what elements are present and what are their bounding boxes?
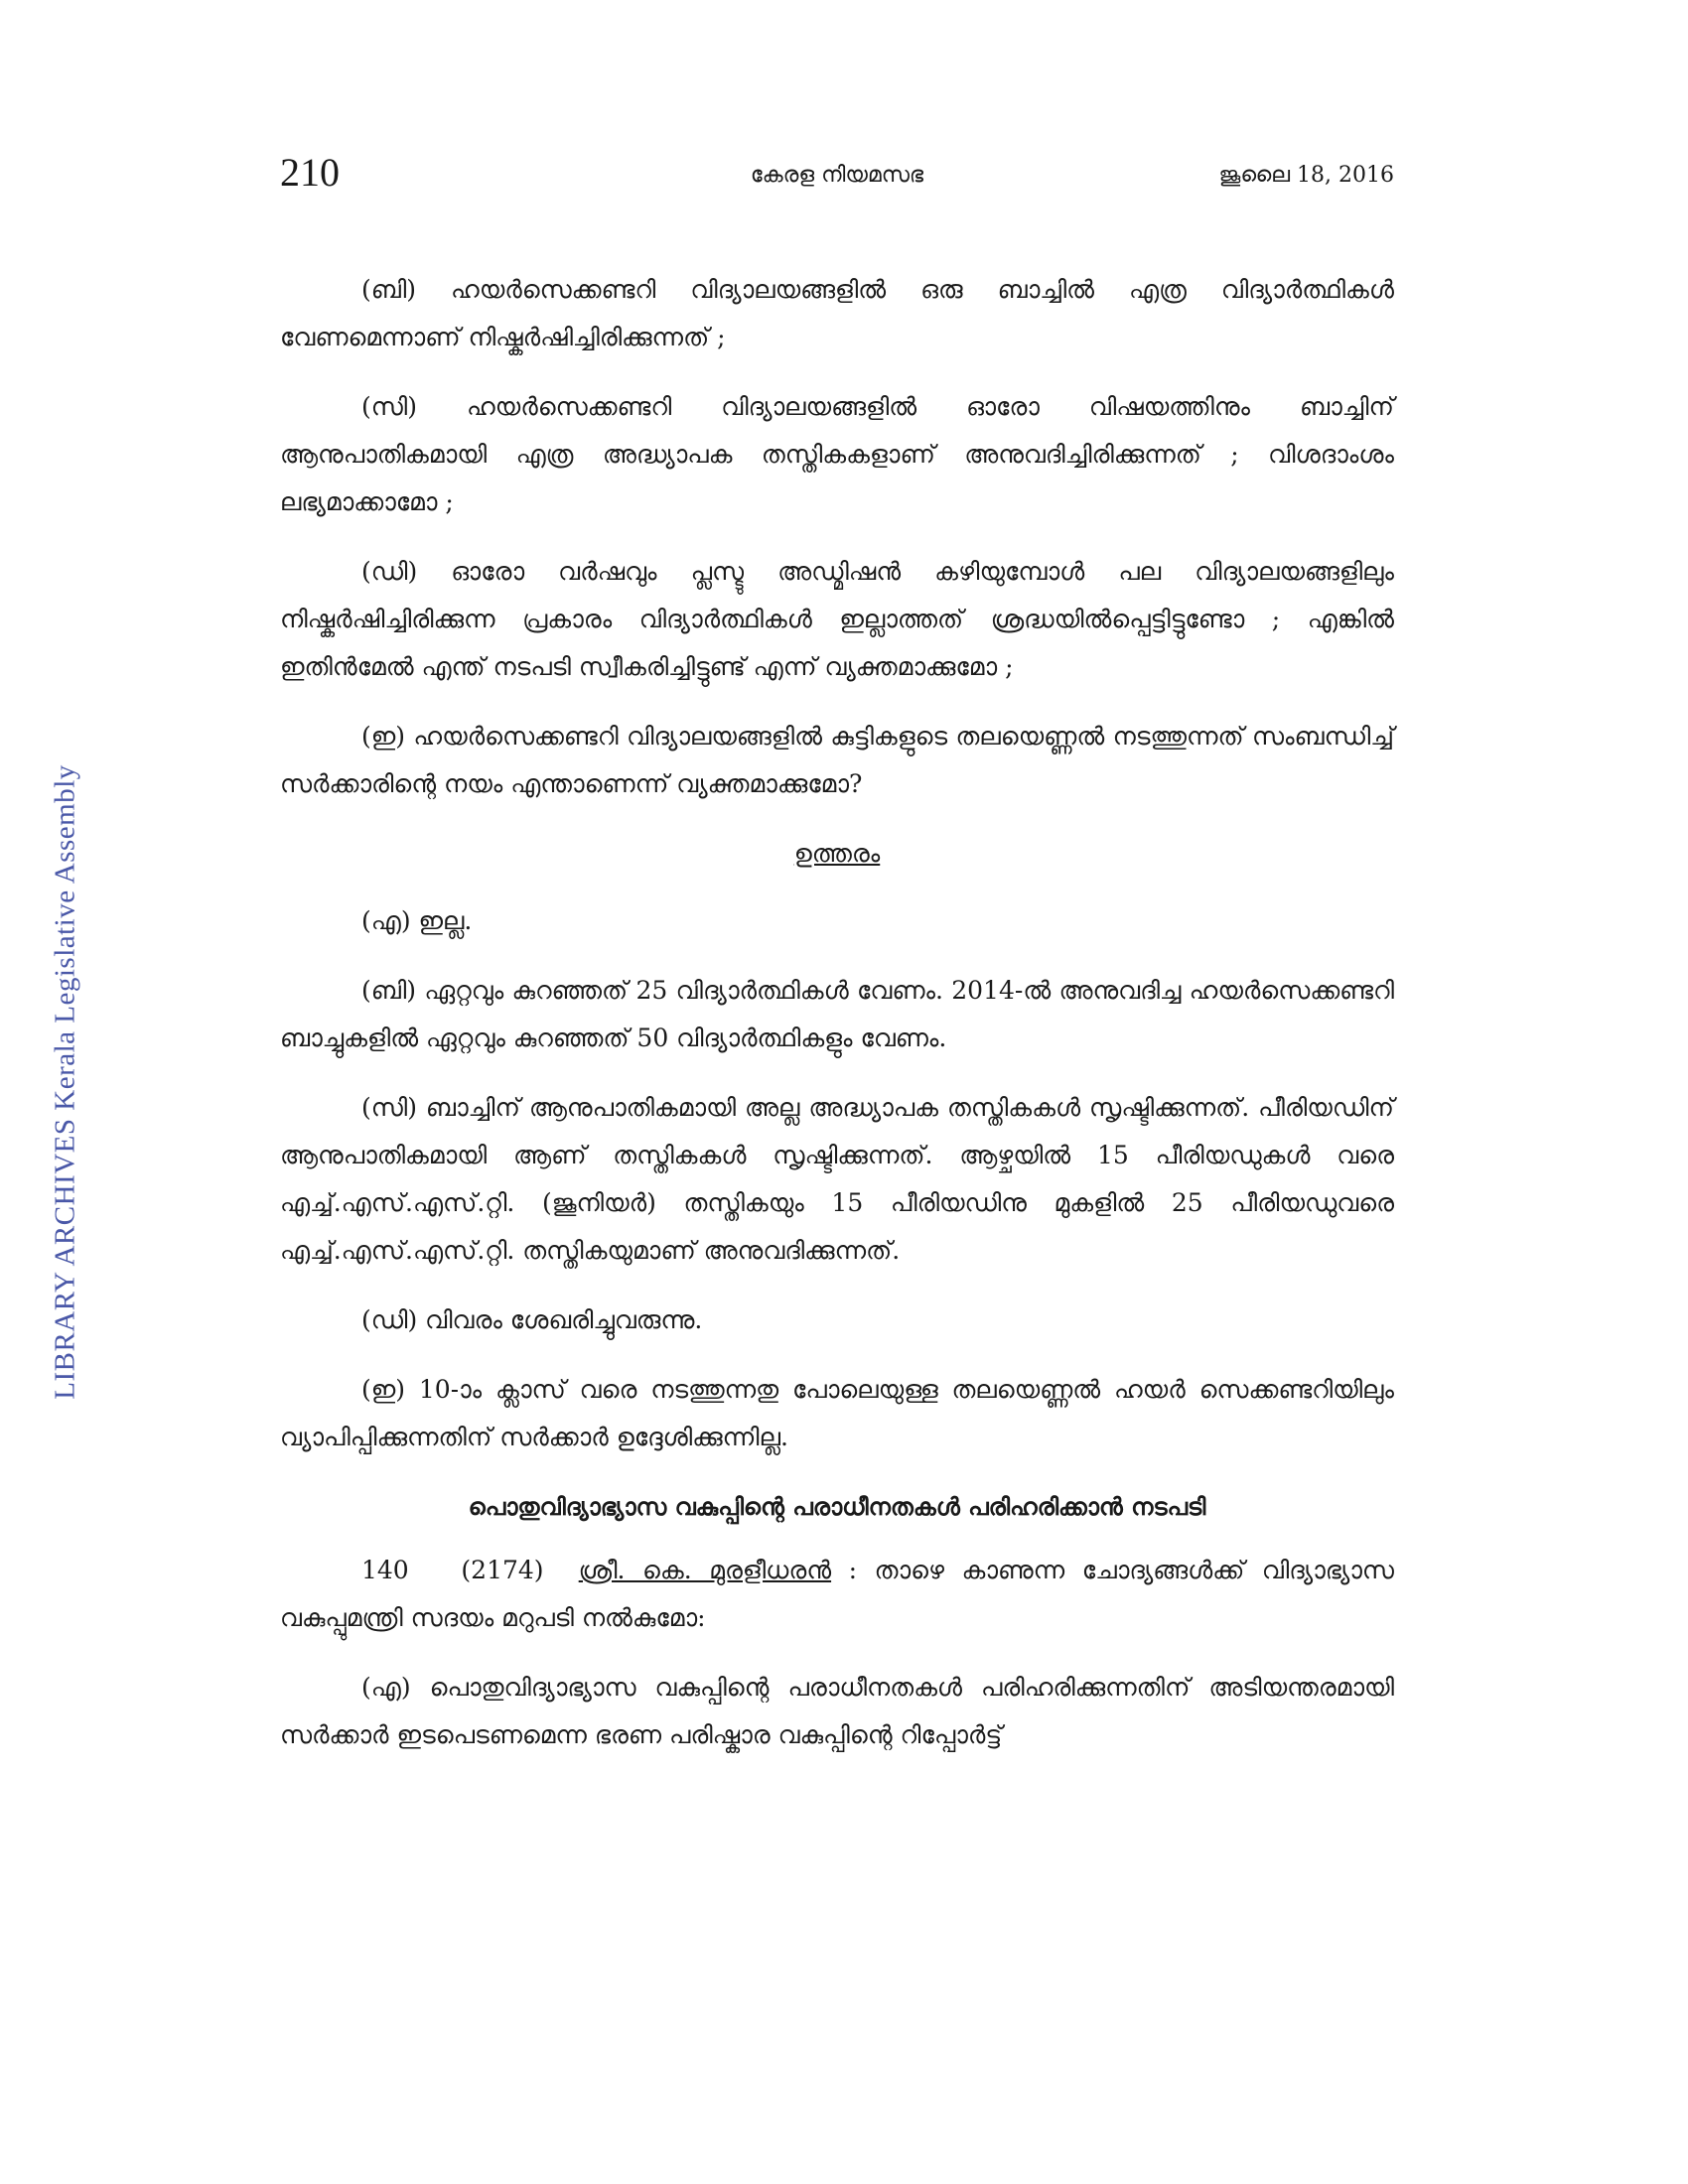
answer-c: (സി) ബാച്ചിന് ആനുപാതികമായി അല്ല അദ്ധ്യാപക തസ്തികകൾ സൃഷ്ടിക്കുന്നത്. പീരിയഡിന് ആനുപാതികമായി ആണ് തസ്തികകൾ സൃഷ്ടിക്കുന്നത്. ആഴ്ചയിൽ 15 പീരിയഡുകൾ വരെ എച്ച്.എസ്.എസ്.റ്റി. (ജൂനിയർ) തസ്തികയും 15 പീരിയഡിനു മുകളിൽ 25 പീരിയഡുവരെ എച്ച്.എസ്.എസ്.റ്റി. തസ്തികയുമാണ് അനുവദിക്കുന്നത്. [280, 1093, 1394, 1265]
answer-title: ഉത്തരം [793, 839, 881, 868]
question-ref: (2174) [461, 1556, 544, 1584]
intro-text: : താഴെ കാണുന്ന ചോദ്യങ്ങൾക്ക് വിദ്യാഭ്യാസ വകുപ്പുമന്ത്രി സദയം മറുപടി നൽകുമോ: [280, 1556, 1394, 1632]
answer-d: (ഡി) വിവരം ശേഖരിച്ചുവരുന്നു. [361, 1305, 703, 1334]
question-a: (എ) പൊതുവിദ്യാഭ്യാസ വകുപ്പിന്റെ പരാധീനതകൾ പരിഹരിക്കുന്നതിന് അടിയന്തരമായി സർക്കാർ ഇടപെടണമെന്ന ഭരണ പരിഷ്കാര വകുപ്പിന്റെ റിപ്പോർട്ട് [280, 1673, 1394, 1749]
member-name: ശ്രീ. കെ. മുരളീധരൻ [578, 1556, 832, 1584]
question-c: (സി) ഹയർസെക്കണ്ടറി വിദ്യാലയങ്ങളിൽ ഓരോ വിഷയത്തിനും ബാച്ചിന് ആനുപാതികമായി എത്ര അദ്ധ്യാപക തസ്തികകളാണ് അനുവദിച്ചിരിക്കുന്നത് ; വിശദാംശം ലഭ്യമാക്കാമോ ; [280, 392, 1394, 516]
question-b: (ബി) ഹയർസെക്കണ്ടറി വിദ്യാലയങ്ങളിൽ ഒരു ബാച്ചിൽ എത്ര വിദ്യാർത്ഥികൾ വേണമെന്നാണ് നിഷ്കർഷിച്ചിരിക്കുന്നത് ; [280, 275, 1394, 351]
page-body [280, 266, 1394, 1781]
answer-a: (എ) ഇല്ല. [361, 906, 473, 935]
archive-watermark: LIBRARY ARCHIVES Kerala Legislative Assembly [49, 764, 81, 1400]
question-d: (ഡി) ഓരോ വർഷവും പ്ലസ്ടു അഡ്മിഷൻ കഴിയുമ്പോൾ പല വിദ്യാലയങ്ങളിലും നിഷ്കർഷിച്ചിരിക്കുന്ന പ്രകാരം വിദ്യാർത്ഥികൾ ഇല്ലാത്തത് ശ്രദ്ധയിൽപ്പെട്ടിട്ടുണ്ടോ ; എങ്കിൽ ഇതിൻമേൽ എന്ത് നടപടി സ്വീകരിച്ചിട്ടുണ്ട് എന്ന് വ്യക്തമാക്കുമോ ; [280, 557, 1394, 681]
question-e: (ഇ) ഹയർസെക്കണ്ടറി വിദ്യാലയങ്ങളിൽ കുട്ടികളുടെ തലയെണ്ണൽ നടത്തുന്നത് സംബന്ധിച്ച് സർക്കാരിന്റെ നയം എന്താണെന്ന് വ്യക്തമാക്കുമോ? [280, 722, 1394, 798]
page-header [280, 149, 1394, 208]
running-title: കേരള നിയമസഭ [750, 163, 924, 188]
question-intro [280, 1547, 1394, 1642]
page-number: 210 [280, 150, 340, 195]
answer-b: (ബി) ഏറ്റവും കുറഞ്ഞത് 25 വിദ്യാർത്ഥികൾ വേണം. 2014-ൽ അനുവദിച്ച ഹയർസെക്കണ്ടറി ബാച്ചുകളിൽ ഏറ്റവും കുറഞ്ഞത് 50 വിദ്യാർത്ഥികളും വേണം. [280, 976, 1394, 1052]
header-date: ജൂലൈ 18, 2016 [1218, 163, 1394, 188]
answer-e: (ഇ) 10-ാം ക്ലാസ് വരെ നടത്തുന്നതു പോലെയുള്ള തലയെണ്ണൽ ഹയർ സെക്കണ്ടറിയിലും വ്യാപിപ്പിക്കുന്നതിന് സർക്കാർ ഉദ്ദേശിക്കുന്നില്ല. [280, 1375, 1394, 1451]
question-heading: പൊതുവിദ്യാഭ്യാസ വകുപ്പിന്റെ പരാധീനതകൾ പരിഹരിക്കാൻ നടപടി [468, 1493, 1206, 1521]
question-number: 140 [361, 1556, 409, 1584]
